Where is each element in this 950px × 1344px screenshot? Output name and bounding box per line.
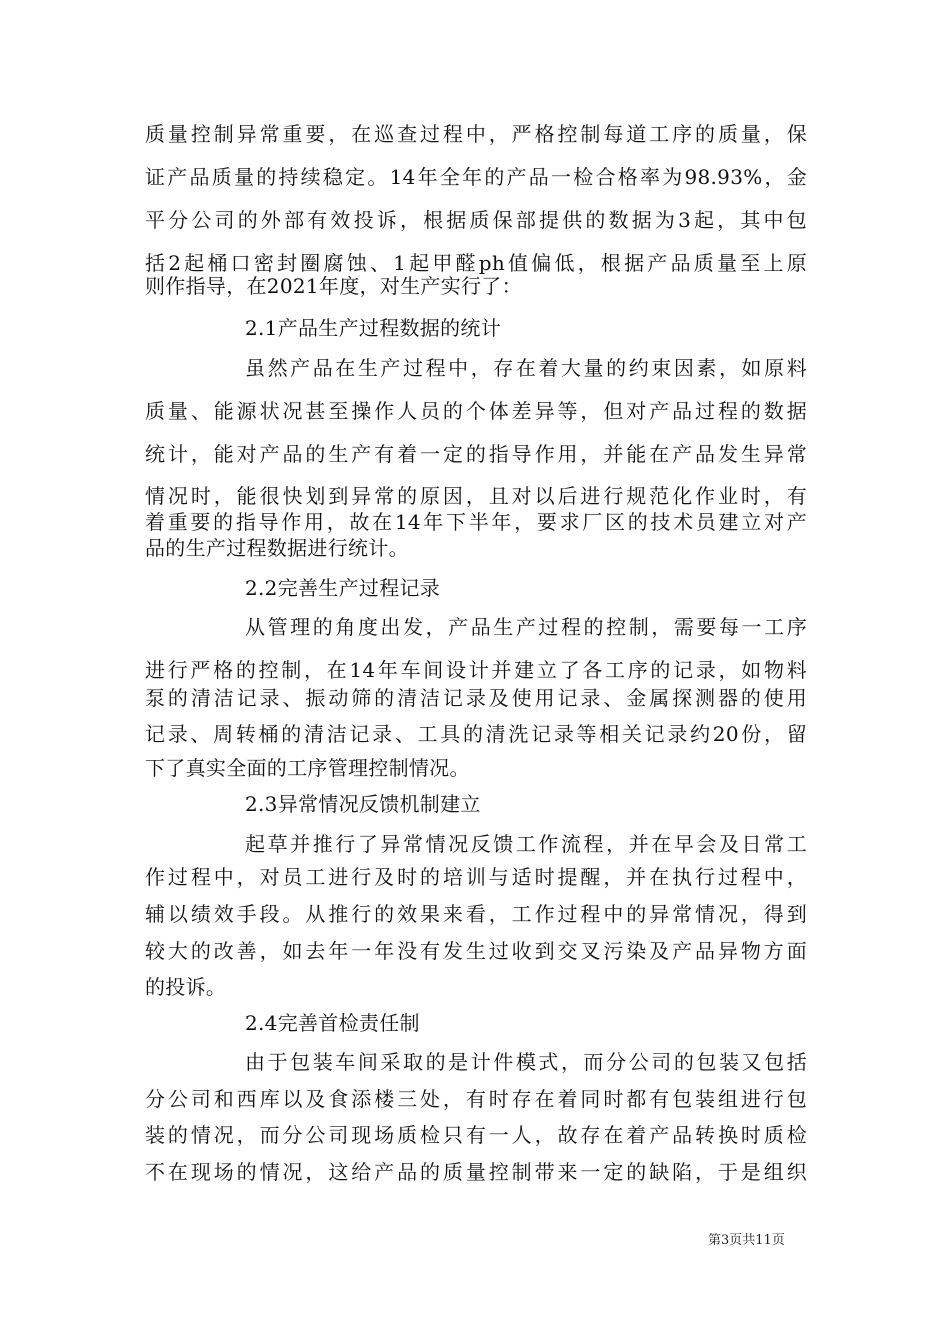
- paragraph-line: 分公司和西库以及食添楼三处，有时存在着同时都有包装组进行包: [145, 1087, 807, 1111]
- section-heading-2-2: 2.2完善生产过程记录: [245, 576, 441, 600]
- paragraph-line: 起草并推行了异常情况反馈工作流程，并在早会及日常工: [245, 832, 807, 856]
- paragraph-line: 质量控制异常重要，在巡查过程中，严格控制每道工序的质量，保: [145, 122, 807, 146]
- paragraph-line: 统计，能对产品的生产有着一定的指导作用，并能在产品发生异常: [145, 442, 807, 466]
- paragraph-line: 进行严格的控制，在14年车间设计并建立了各工序的记录，如物料: [145, 658, 807, 682]
- paragraph-line: 从管理的角度出发，产品生产过程的控制，需要每一工序: [245, 615, 807, 639]
- paragraph-line: 泵的清洁记录、振动筛的清洁记录及使用记录、金属探测器的使用: [145, 686, 807, 710]
- paragraph-line: 不在现场的情况，这给产品的质量控制带来一定的缺陷，于是组织: [145, 1160, 807, 1184]
- paragraph-line: 质量、能源状况甚至操作人员的个体差异等，但对产品过程的数据: [145, 399, 807, 423]
- paragraph-line: 情况时，能很快划到异常的原因，且对以后进行规范化作业时，有: [145, 484, 807, 508]
- paragraph-line: 虽然产品在生产过程中，存在着大量的约束因素，如原料: [245, 356, 807, 380]
- paragraph-line: 辅以绩效手段。从推行的效果来看，工作过程中的异常情况，得到: [145, 902, 807, 926]
- page-number-footer: 第3页共11页: [708, 1233, 785, 1248]
- section-heading-2-4: 2.4完善首检责任制: [245, 1011, 420, 1035]
- paragraph-line: 平分公司的外部有效投诉，根据质保部提供的数据为3起，其中包: [145, 208, 807, 232]
- paragraph-line: 装的情况，而分公司现场质检只有一人，故存在着产品转换时质检: [145, 1123, 807, 1147]
- paragraph-line: 证产品质量的持续稳定。14年全年的产品一检合格率为98.93%，金: [145, 165, 807, 189]
- paragraph-line: 则作指导，在2021年度，对生产实行了：: [145, 274, 522, 298]
- section-heading-2-1: 2.1产品生产过程数据的统计: [245, 316, 502, 340]
- paragraph-line: 作过程中，对员工进行及时的培训与适时提醒，并在执行过程中，: [145, 865, 807, 889]
- section-heading-2-3: 2.3异常情况反馈机制建立: [245, 792, 481, 816]
- paragraph-line: 括2起桶口密封圈腐蚀、1起甲醛ph值偏低，根据产品质量至上原: [145, 251, 807, 275]
- paragraph-line: 下了真实全面的工序管理控制情况。: [145, 756, 470, 780]
- paragraph-line: 品的生产过程数据进行统计。: [145, 536, 409, 560]
- paragraph-line: 记录、周转桶的清洁记录、工具的清洗记录等相关记录约20份，留: [145, 722, 807, 746]
- paragraph-line: 着重要的指导作用，故在14年下半年，要求厂区的技术员建立对产: [145, 510, 807, 534]
- paragraph-line: 的投诉。: [145, 975, 227, 999]
- paragraph-line: 由于包装车间采取的是计件模式，而分公司的包装又包括: [245, 1050, 807, 1074]
- paragraph-line: 较大的改善，如去年一年没有发生过收到交叉污染及产品异物方面: [145, 939, 807, 963]
